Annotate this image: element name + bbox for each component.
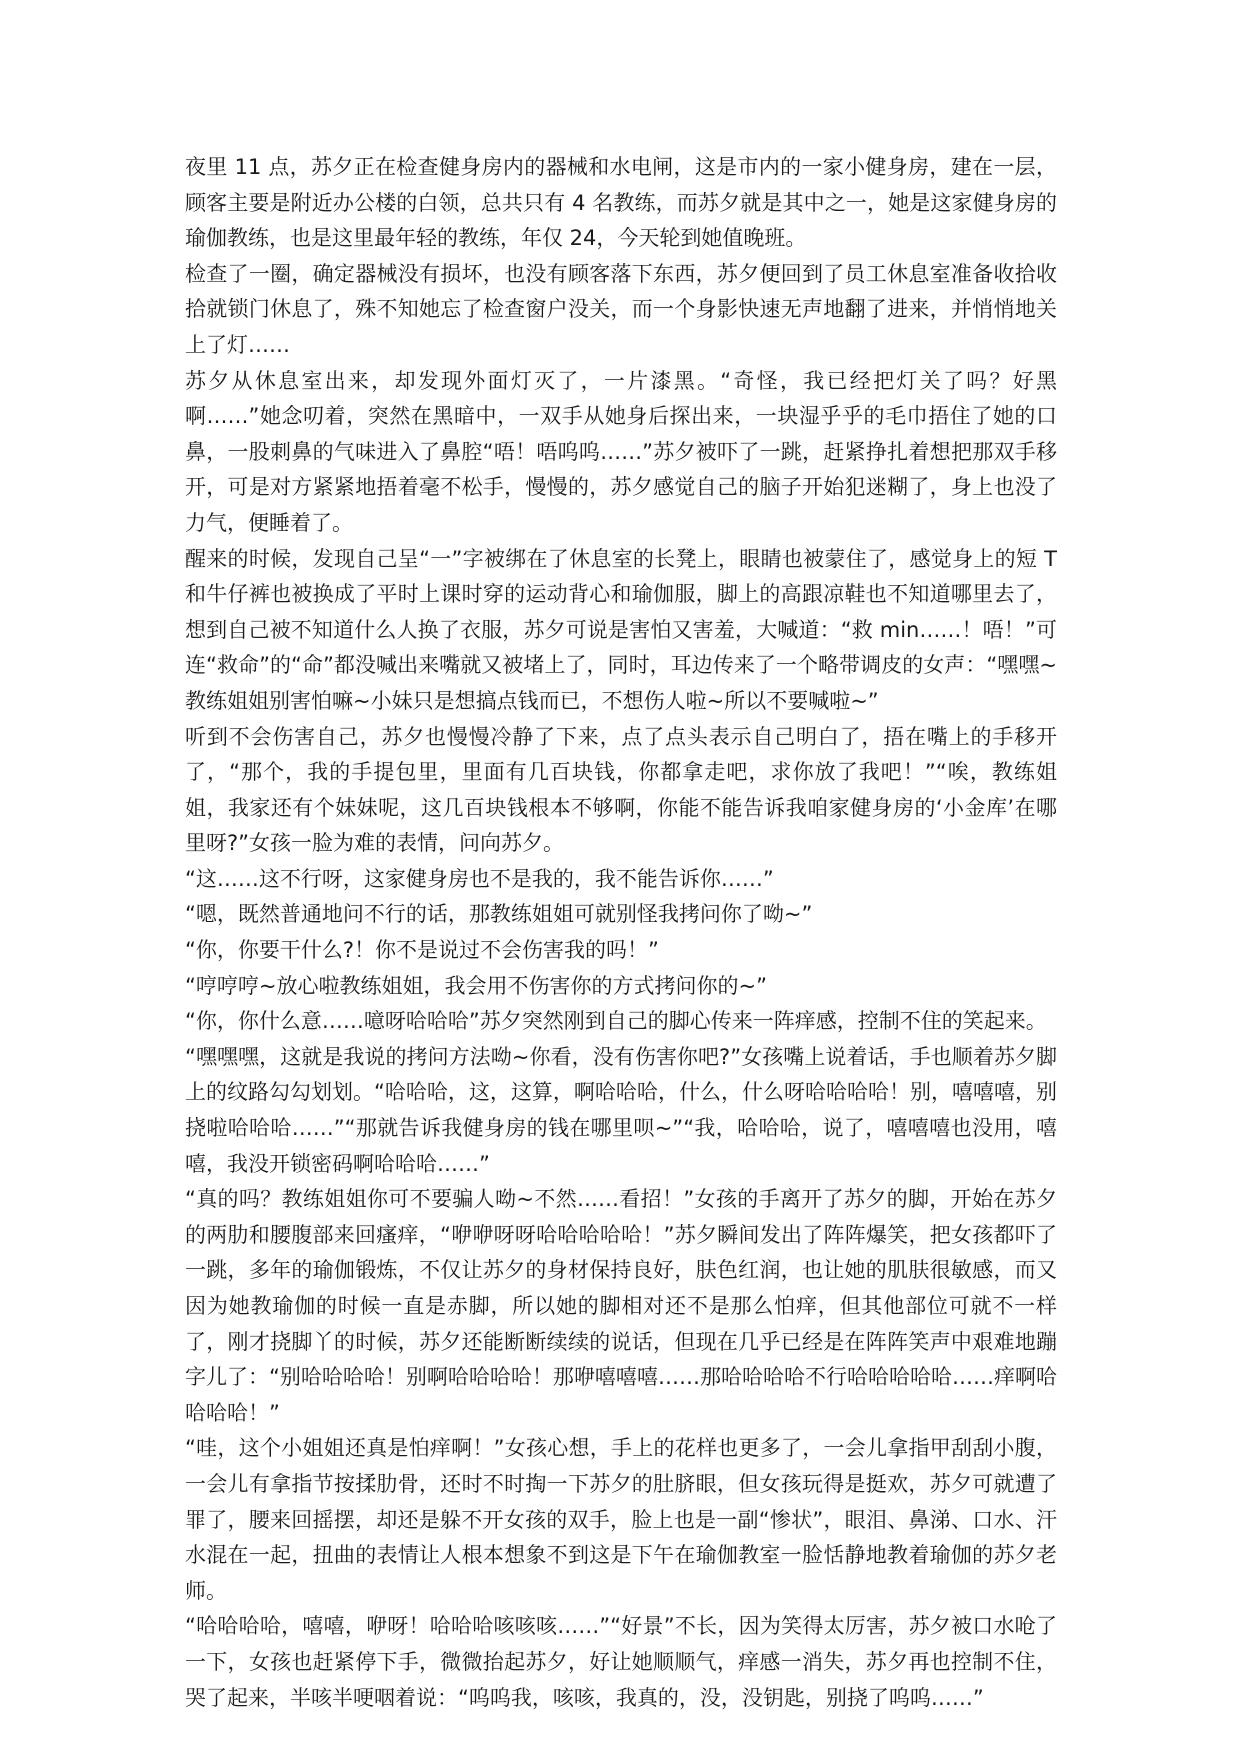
paragraph: 检查了一圈，确定器械没有损坏，也没有顾客落下东西，苏夕便回到了员工休息室准备收拾收拾就锁门休息了，殊不知她忘了检查窗户没关，而一个身影快速无声地翻了进来，并悄悄地关上了灯…… (185, 261, 1057, 357)
paragraph: “你，你什么意……噫呀哈哈哈”苏夕突然刚到自己的脚心传来一阵痒感，控制不住的笑起来。 (185, 1009, 1047, 1034)
paragraph: “哈哈哈哈，嘻嘻，咿呀！哈哈哈咳咳咳……”“好景”不长，因为笑得太厉害，苏夕被口水呛了一下，女孩也赶紧停下手，微微抬起苏夕，好让她顺顺气，痒感一消失，苏夕再也控制不住，哭了起来，半咳半哽咽着说：“呜呜我，咳咳，我真的，没，没钥匙，别挠了呜呜……” (185, 1614, 1057, 1710)
paragraph: 夜里 11 点，苏夕正在检查健身房内的器械和水电闸，这是市内的一家小健身房，建在一层，顾客主要是附近办公楼的白领，总共只有 4 名教练，而苏夕就是其中之一，她是这家健身房的瑜伽教练，也是这里最年轻的教练，年仅 24，今天轮到她值晚班。 (185, 155, 1057, 251)
paragraph: “你，你要干什么?！你不是说过不会伤害我的吗！” (185, 938, 659, 963)
paragraph: “真的吗？教练姐姐你可不要骗人呦~不然……看招！”女孩的手离开了苏夕的脚，开始在苏夕的两肋和腰腹部来回瘙痒，“咿咿呀呀哈哈哈哈哈！”苏夕瞬间发出了阵阵爆笑，把女孩都吓了一跳，多年的瑜伽锻炼，不仅让苏夕的身材保持良好，肤色红润，也让她的肌肤很敏感，而又因为她教瑜伽的时候一直是赤脚，所以她的脚相对还不是那么怕痒，但其他部位可就不一样了，刚才挠脚丫的时候，苏夕还能断断续续的说话，但现在几乎已经是在阵阵笑声中艰难地蹦字儿了：“别哈哈哈哈！别啊哈哈哈哈！那咿嘻嘻嘻……那哈哈哈哈不行哈哈哈哈哈……痒啊哈哈哈哈！” (185, 1187, 1057, 1425)
paragraph: “哇，这个小姐姐还真是怕痒啊！”女孩心想，手上的花样也更多了，一会儿拿指甲刮刮小腹，一会儿有拿指节按揉肋骨，还时不时掏一下苏夕的肚脐眼，但女孩玩得是挺欢，苏夕可就遭了罪了，腰来回摇摆，却还是躲不开女孩的双手，脸上也是一副“惨状”，眼泪、鼻涕、口水、汗水混在一起，扭曲的表情让人根本想象不到这是下午在瑜伽教室一脸恬静地教着瑜伽的苏夕老师。 (185, 1436, 1057, 1603)
paragraph: “嘿嘿嘿，这就是我说的拷问方法呦~你看，没有伤害你吧?”女孩嘴上说着话，手也顺着苏夕脚上的纹路勾勾划划。“哈哈哈，这，这算，啊哈哈哈，什么，什么呀哈哈哈哈！别，嘻嘻嘻，别挠啦哈哈哈……”“那就告诉我健身房的钱在哪里呗~”“我，哈哈哈，说了，嘻嘻嘻也没用，嘻嘻，我没开锁密码啊哈哈哈……” (185, 1044, 1057, 1176)
paragraph: 醒来的时候，发现自己呈“一”字被绑在了休息室的长凳上，眼睛也被蒙住了，感觉身上的短 T 和牛仔裤也被换成了平时上课时穿的运动背心和瑜伽服，脚上的高跟凉鞋也不知道哪里去了，想到自己被不知道什么人换了衣服，苏夕可说是害怕又害羞，大喊道：“救 min……！唔！”可连“救命”的“命”都没喊出来嘴就又被堵上了，同时，耳边传来了一个略带调皮的女声：“嘿嘿~教练姐姐别害怕嘛~小妹只是想搞点钱而已，不想伤人啦~所以不要喊啦~” (185, 546, 1057, 713)
paragraph: 听到不会伤害自己，苏夕也慢慢冷静了下来，点了点头表示自己明白了，捂在嘴上的手移开了，“那个，我的手提包里，里面有几百块钱，你都拿走吧，求你放了我吧！”“唉，教练姐姐，我家还有个妹妹呢，这几百块钱根本不够啊，你能不能告诉我咱家健身房的‘小金库’在哪里呀?”女孩一脸为难的表情，问向苏夕。 (185, 724, 1057, 856)
paragraph: “这……这不行呀，这家健身房也不是我的，我不能告诉你……” (185, 866, 774, 891)
document-page (185, 150, 1057, 1716)
paragraph: “嗯，既然普通地问不行的话，那教练姐姐可就别怪我拷问你了呦~” (185, 902, 813, 927)
paragraph: “哼哼哼~放心啦教练姐姐，我会用不伤害你的方式拷问你的~” (185, 973, 767, 998)
paragraph: 苏夕从休息室出来，却发现外面灯灭了，一片漆黑。“奇怪，我已经把灯关了吗？好黑啊……”她念叨着，突然在黑暗中，一双手从她身后探出来，一块湿乎乎的毛巾捂住了她的口鼻，一股刺鼻的气味进入了鼻腔“唔！唔呜呜……”苏夕被吓了一跳，赶紧挣扎着想把那双手移开，可是对方紧紧地捂着毫不松手，慢慢的，苏夕感觉自己的脑子开始犯迷糊了，身上也没了力气，便睡着了。 (185, 368, 1057, 535)
